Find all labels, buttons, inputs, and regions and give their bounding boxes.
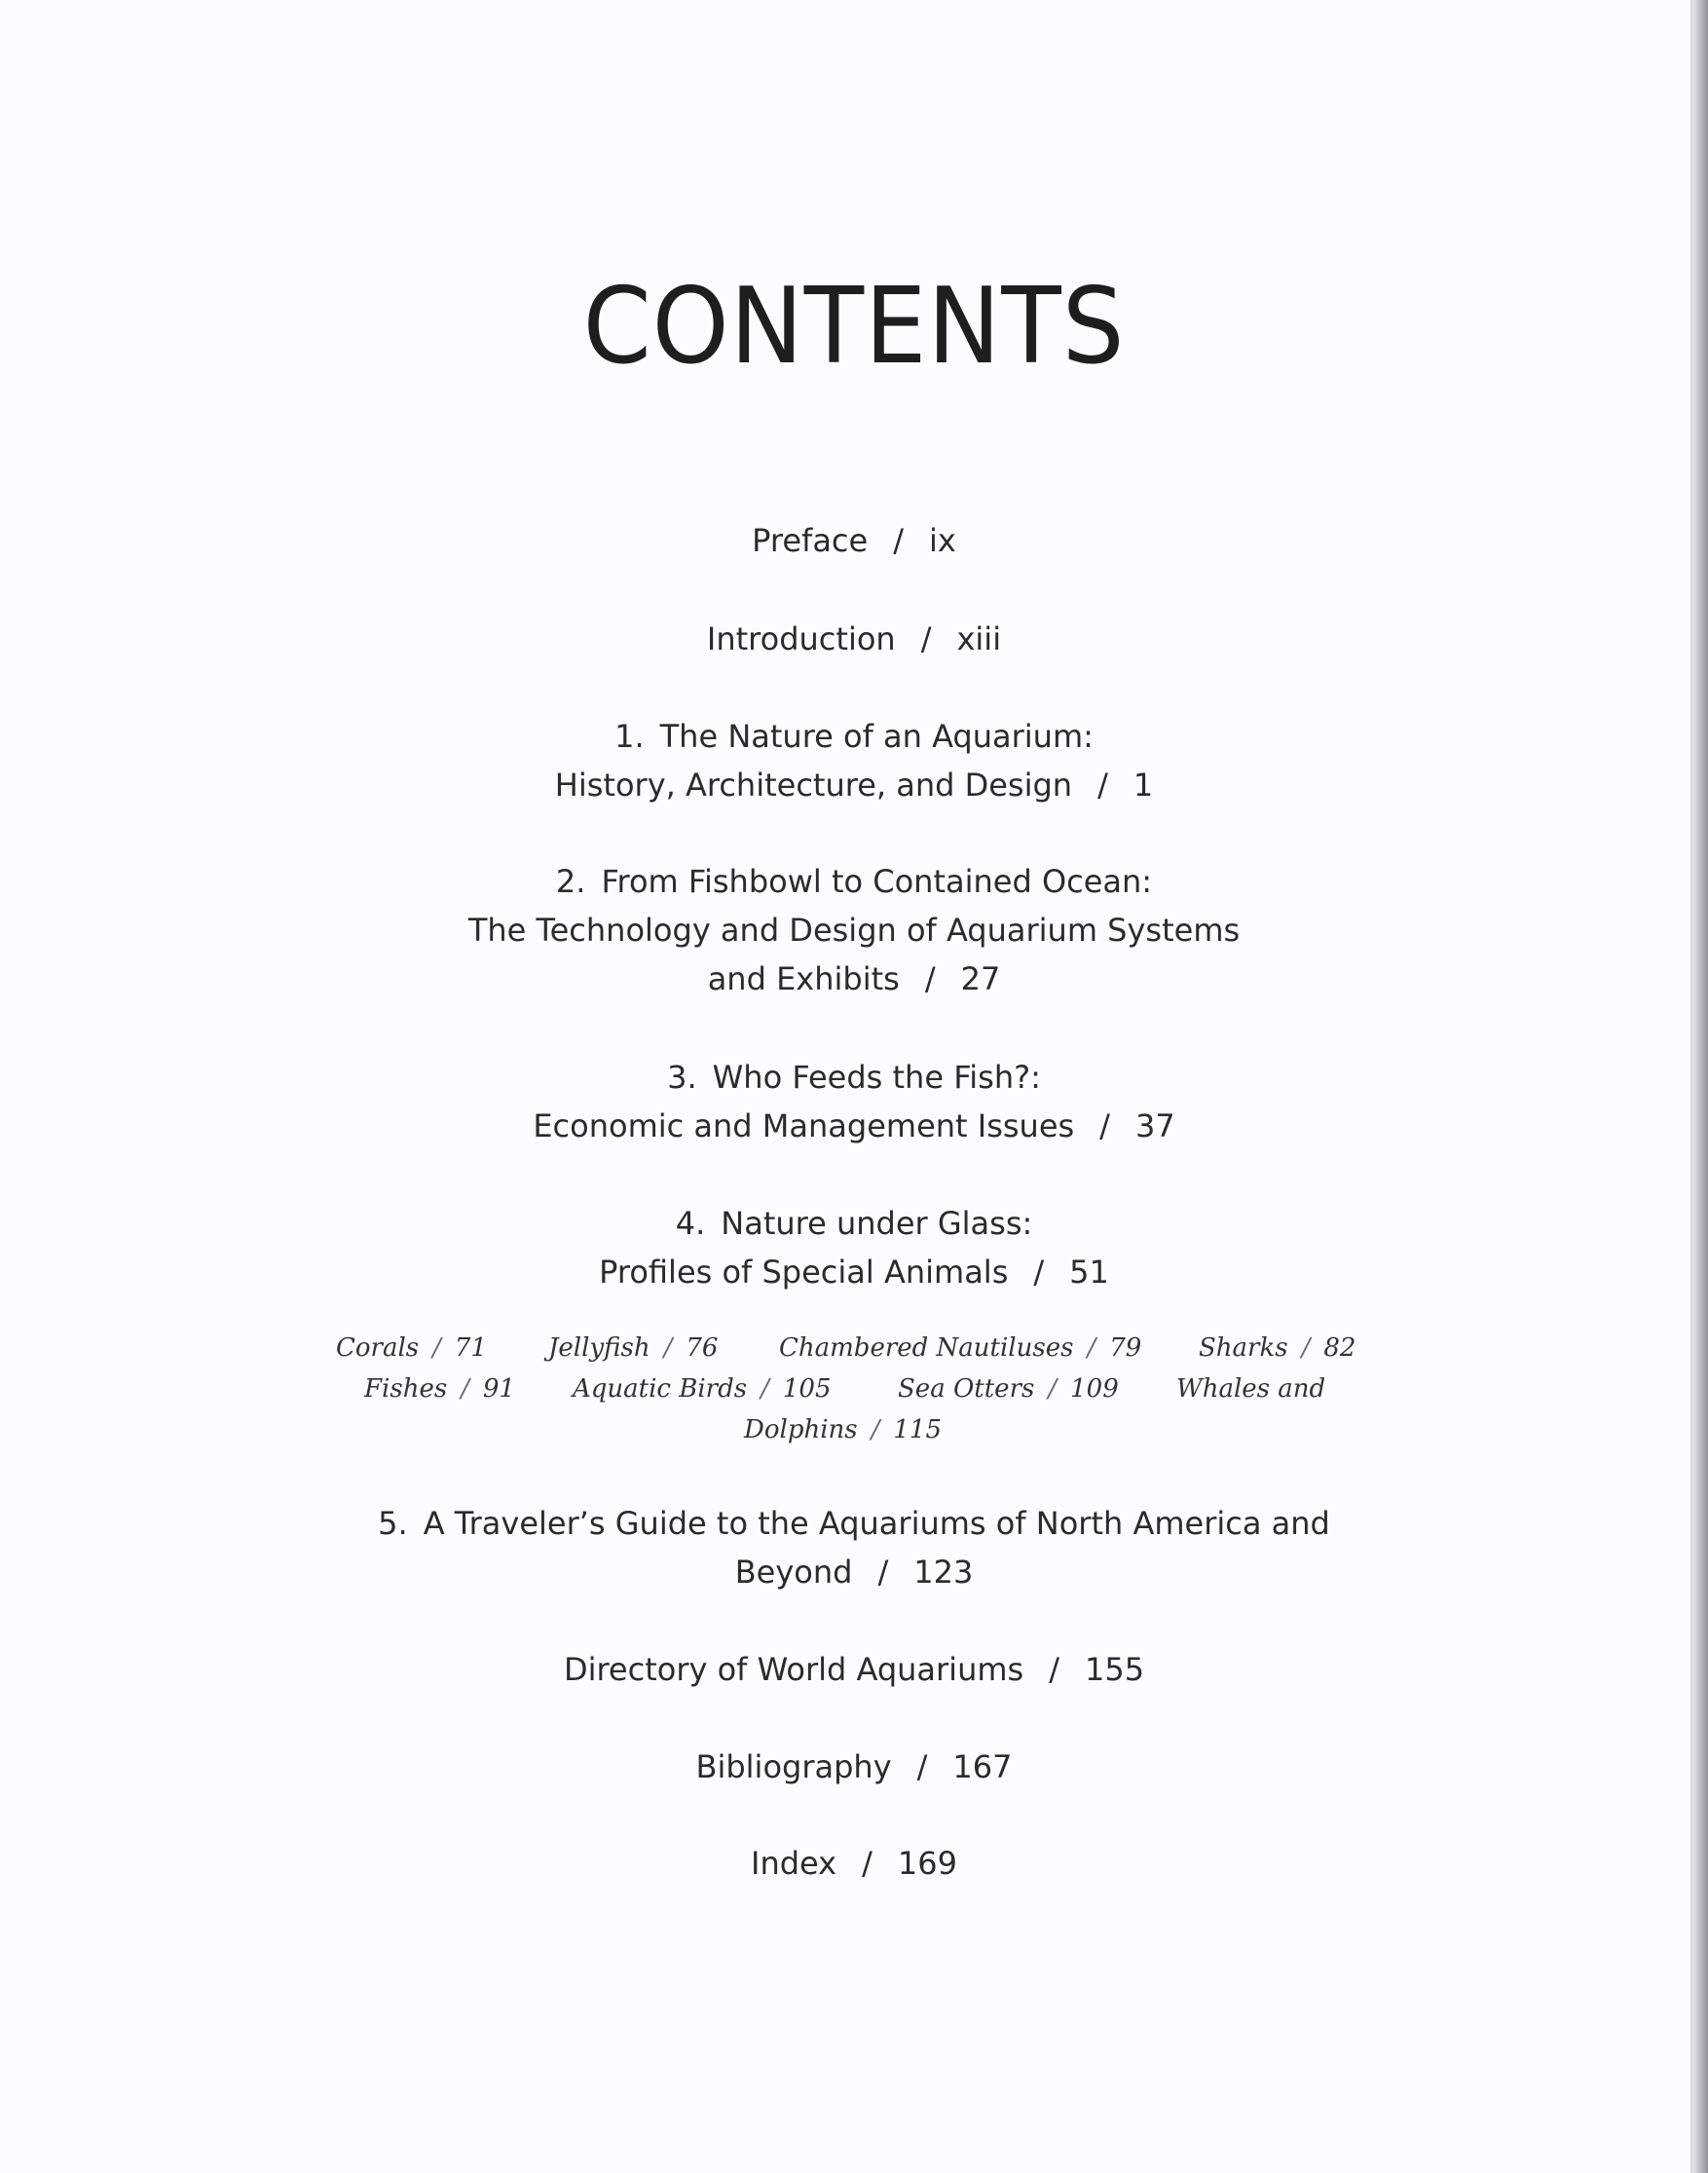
chapter-title-line: History, Architecture, and Design (554, 767, 1073, 804)
toc-separator: / (924, 960, 936, 997)
toc-separator: / (862, 1845, 873, 1882)
profile-entry-corals[interactable] (336, 1328, 487, 1368)
profile-page-number: 79 (1109, 1333, 1142, 1363)
toc-separator: / (1099, 1107, 1110, 1144)
profile-label: Whales and (1176, 1374, 1326, 1404)
toc-page-number: 51 (1069, 1254, 1109, 1291)
toc-separator: / (920, 620, 932, 657)
toc-label: Preface (752, 522, 869, 559)
profile-page-number: 109 (1070, 1374, 1119, 1404)
toc-page-number: 123 (913, 1554, 974, 1591)
toc-page-number: ix (928, 522, 956, 559)
chapter-number: 2. (555, 863, 586, 900)
profiles-row (0, 1328, 1708, 1368)
toc-separator: / (871, 1415, 880, 1444)
chapter-number: 1. (614, 718, 645, 755)
chapter-title-line: The Nature of an Aquarium: (659, 718, 1094, 755)
profile-entry-aquatic-birds[interactable] (573, 1368, 832, 1409)
profiles-row (0, 1409, 1708, 1450)
page-title: CONTENTS (582, 266, 1126, 388)
toc-page-number: 155 (1084, 1651, 1145, 1688)
profile-page-number: 82 (1323, 1333, 1356, 1363)
chapter-title-line: Beyond (734, 1554, 853, 1591)
profile-label: Sharks (1199, 1333, 1288, 1363)
toc-separator: / (1301, 1333, 1311, 1363)
toc-label: Directory of World Aquariums (563, 1651, 1024, 1688)
profile-page-number: 91 (482, 1374, 516, 1404)
toc-label: Introduction (706, 620, 896, 657)
profile-entry-chambered-nautiluses[interactable] (779, 1328, 1141, 1368)
chapter-title-line: Profiles of Special Animals (599, 1254, 1009, 1291)
toc-page-number: 37 (1134, 1107, 1175, 1144)
toc-separator: / (916, 1748, 928, 1785)
toc-entry-chapter-3[interactable] (0, 1053, 1708, 1150)
toc-page-number: xiii (956, 620, 1002, 657)
toc-entry-bibliography[interactable] (0, 1742, 1708, 1791)
toc-entry-introduction[interactable] (0, 615, 1708, 663)
toc-separator: / (761, 1374, 769, 1404)
profile-page-number: 76 (686, 1333, 719, 1363)
profile-page-number: 105 (782, 1374, 832, 1404)
toc-entry-index[interactable] (0, 1839, 1708, 1888)
toc-page-number: 167 (952, 1748, 1013, 1785)
profile-page-number: 71 (454, 1333, 487, 1363)
chapter-title-line: and Exhibits (707, 960, 900, 997)
profile-label: Fishes (364, 1374, 448, 1404)
profile-label: Chambered Nautiluses (779, 1333, 1074, 1363)
profile-label: Corals (336, 1333, 420, 1363)
chapter-number: 3. (667, 1059, 697, 1096)
profile-entry-whales-and[interactable] (1176, 1368, 1325, 1409)
toc-separator: / (1097, 767, 1108, 804)
chapter-title-line: Nature under Glass: (721, 1205, 1033, 1242)
toc-entry-preface[interactable] (0, 516, 1708, 565)
profile-label: Sea Otters (898, 1374, 1035, 1404)
profile-label: Dolphins (744, 1415, 858, 1444)
chapter-number: 4. (675, 1205, 706, 1242)
profile-entry-jellyfish[interactable] (548, 1328, 718, 1368)
profile-entry-fishes[interactable] (364, 1368, 515, 1409)
profile-label: Aquatic Birds (573, 1374, 748, 1404)
chapter-title-line: The Technology and Design of Aquarium Systems (467, 912, 1241, 949)
toc-page-number: 1 (1132, 767, 1154, 804)
profiles-subentries (0, 1328, 1708, 1450)
toc-separator: / (1049, 1651, 1059, 1688)
toc-separator: / (893, 522, 904, 559)
toc-label: Index (751, 1845, 837, 1882)
toc-entry-chapter-4[interactable] (0, 1199, 1708, 1296)
toc-separator: / (1087, 1333, 1096, 1363)
chapter-title-line: Who Feeds the Fish?: (712, 1059, 1041, 1096)
chapter-number: 5. (378, 1505, 408, 1542)
toc-page-number: 169 (897, 1845, 957, 1882)
toc-separator: / (1033, 1254, 1045, 1291)
chapter-title-line: A Traveler’s Guide to the Aquariums of North America and (423, 1505, 1330, 1542)
toc-page-number: 27 (960, 960, 1001, 997)
profiles-row (0, 1368, 1708, 1409)
chapter-title-line: From Fishbowl to Contained Ocean: (601, 863, 1153, 900)
toc-entry-chapter-2[interactable] (0, 857, 1708, 1003)
profile-entry-sharks[interactable] (1199, 1328, 1355, 1368)
toc-separator: / (432, 1333, 441, 1363)
toc-label: Bibliography (695, 1748, 892, 1785)
profile-entry-dolphins[interactable] (744, 1409, 942, 1450)
toc-separator: / (1048, 1374, 1058, 1404)
toc-entry-directory[interactable] (0, 1645, 1708, 1694)
profile-entry-sea-otters[interactable] (898, 1368, 1119, 1409)
toc-separator: / (461, 1374, 469, 1404)
toc-separator: / (877, 1554, 889, 1591)
profile-label: Jellyfish (548, 1333, 650, 1363)
profile-page-number: 115 (893, 1415, 943, 1444)
toc-entry-chapter-5[interactable] (0, 1499, 1708, 1596)
chapter-title-line: Economic and Management Issues (533, 1107, 1075, 1144)
toc-entry-chapter-1[interactable] (0, 712, 1708, 809)
toc-separator: / (663, 1333, 673, 1363)
